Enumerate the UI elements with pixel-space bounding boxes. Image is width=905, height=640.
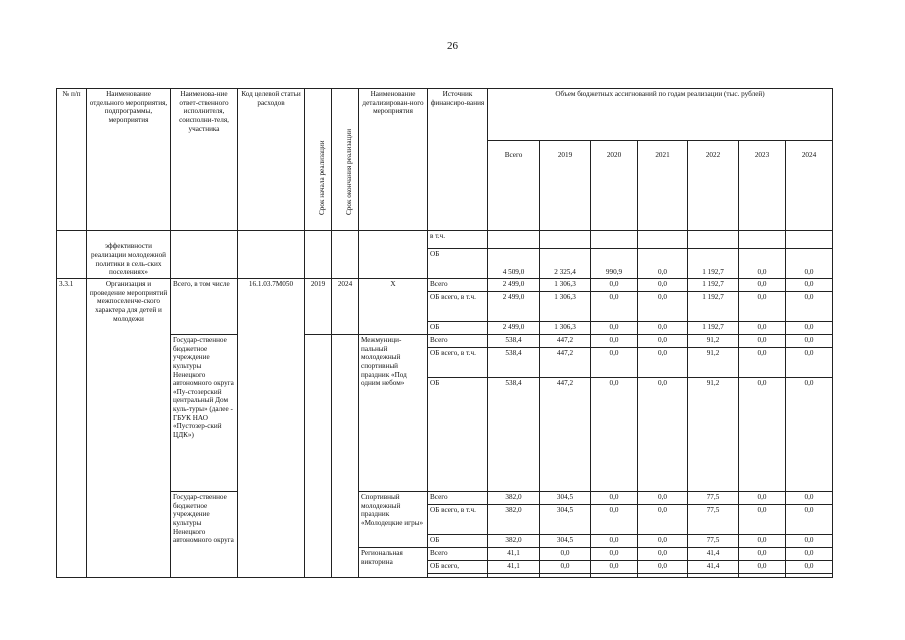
- item-executor-all: Всего, в том числе: [171, 279, 238, 335]
- value-cell: 447,2: [540, 335, 591, 348]
- header-num: № п/п: [57, 89, 87, 231]
- start-cell: [305, 335, 332, 578]
- value-cell: 0,0: [739, 505, 786, 535]
- value-cell: 0,0: [786, 492, 833, 505]
- value-cell: 0,0: [591, 535, 638, 548]
- cont-code-cell: [238, 231, 305, 279]
- header-start: Срок начала реализации: [305, 89, 332, 231]
- value-cell: 0,0: [739, 492, 786, 505]
- value-cell: 0,0: [638, 348, 688, 378]
- value-cell: 2 499,0: [488, 279, 540, 292]
- value-cell: 0,0: [591, 378, 638, 492]
- item-num: 3.3.1: [57, 279, 87, 578]
- executor-gbuk: Государ-ственное бюджетное учреждение культуры Ненецкого автономного округа «Пу-стозерский центральный Дом куль-туры» (далее - ГБУК НАО «Пустозер-ский ЦДК»): [171, 335, 238, 492]
- value-cell: 0,0: [591, 279, 638, 292]
- value-cell: 1 306,3: [540, 292, 591, 322]
- value-cell: 0,0: [786, 335, 833, 348]
- value-cell: 0,0: [786, 348, 833, 378]
- value-cell: 41,1: [488, 548, 540, 561]
- value-cell: 0,0: [739, 378, 786, 492]
- value-cell: 538,4: [488, 378, 540, 492]
- value-cell: 0,0: [591, 335, 638, 348]
- value-cell: 1 306,3: [540, 279, 591, 292]
- source-cell: ОБ всего, в т.ч.: [428, 505, 488, 535]
- value-cell: 304,5: [540, 492, 591, 505]
- header-year: 2020: [591, 141, 638, 231]
- value-cell: 1 192,7: [688, 279, 739, 292]
- value-cell: 77,5: [688, 505, 739, 535]
- item-code: 16.1.03.7М050: [238, 279, 305, 578]
- value-cell: 382,0: [488, 535, 540, 548]
- header-executor: Наименова-ние ответ-ственного исполнителя, соисполни-теля, участника: [171, 89, 238, 231]
- value-cell: 0,0: [786, 505, 833, 535]
- source-cell: Всего: [428, 335, 488, 348]
- event-name: Региональная викторина: [359, 548, 428, 578]
- value-cell: 304,5: [540, 505, 591, 535]
- source-cell: ОБ всего,: [428, 561, 488, 574]
- source-cell: Всего: [428, 492, 488, 505]
- value-cell: 0,0: [739, 548, 786, 561]
- value-cell: 91,2: [688, 335, 739, 348]
- source-cell: ОБ: [428, 322, 488, 335]
- value-cell: 0,0: [591, 548, 638, 561]
- cont-detail-cell: [359, 231, 428, 279]
- header-volume: Объем бюджетных ассигнований по годам реализации (тыс. рублей): [488, 89, 833, 141]
- value-cell: 91,2: [688, 348, 739, 378]
- value-cell: 0,0: [591, 505, 638, 535]
- value-cell: 382,0: [488, 505, 540, 535]
- value-cell: 0,0: [638, 378, 688, 492]
- value-cell: 0,0: [739, 322, 786, 335]
- value-cell: 0,0: [591, 322, 638, 335]
- value-cell: 0,0: [638, 279, 688, 292]
- header-year: 2021: [638, 141, 688, 231]
- item-event-text: Организация и проведение мероприятий межпоселенче-ского характера для детей и молодежи: [87, 279, 171, 578]
- value-cell: 0,0: [638, 535, 688, 548]
- value-cell: 382,0: [488, 492, 540, 505]
- header-source: Источник финансиро-вания: [428, 89, 488, 231]
- value-cell: 0,0: [786, 548, 833, 561]
- source-cell: в т.ч.: [428, 231, 488, 249]
- value-cell: 1 192,7: [688, 292, 739, 322]
- source-cell: Всего: [428, 279, 488, 292]
- cont-start-cell: [305, 231, 332, 279]
- value-cell: 0,0: [638, 335, 688, 348]
- value-cell: 77,5: [688, 492, 739, 505]
- source-cell: ОБ: [428, 535, 488, 548]
- value-cell: 0,0: [739, 249, 786, 279]
- source-cell: ОБ: [428, 378, 488, 492]
- end-cell: [332, 335, 359, 578]
- value-cell: 0,0: [786, 249, 833, 279]
- value-cell: 0,0: [540, 548, 591, 561]
- executor-gbuk-2: Государ-ственное бюджетное учреждение культуры Ненецкого автономного округа: [171, 492, 238, 578]
- header-year: Всего: [488, 141, 540, 231]
- value-cell: 447,2: [540, 378, 591, 492]
- event-name: Спортивный молодежный праздник «Молодецкие игры»: [359, 492, 428, 548]
- value-cell: 0,0: [638, 505, 688, 535]
- value-cell: 0,0: [786, 292, 833, 322]
- item-detail: Х: [359, 279, 428, 335]
- value-cell: 41,4: [688, 561, 739, 574]
- value-cell: 0,0: [638, 561, 688, 574]
- source-cell: ОБ: [428, 249, 488, 279]
- value-cell: 4 509,0: [488, 249, 540, 279]
- value-cell: 1 306,3: [540, 322, 591, 335]
- value-cell: 0,0: [638, 249, 688, 279]
- value-cell: 538,4: [488, 335, 540, 348]
- value-cell: 2 325,4: [540, 249, 591, 279]
- header-year: 2022: [688, 141, 739, 231]
- value-cell: 0,0: [786, 561, 833, 574]
- value-cell: 0,0: [540, 561, 591, 574]
- header-detail: Наименование детализирован-ного мероприятия: [359, 89, 428, 231]
- page-number: 26: [447, 40, 458, 52]
- value-cell: 41,4: [688, 548, 739, 561]
- value-cell: 0,0: [786, 322, 833, 335]
- value-cell: 0,0: [739, 348, 786, 378]
- budget-table: [56, 88, 833, 578]
- value-cell: 0,0: [739, 292, 786, 322]
- value-cell: 0,0: [591, 492, 638, 505]
- item-start: 2019: [305, 279, 332, 335]
- cont-event-text: эффективности реализации молодежной политики в сель-ских поселениях»: [87, 231, 171, 279]
- value-cell: 0,0: [591, 348, 638, 378]
- value-cell: 77,5: [688, 535, 739, 548]
- value-cell: 2 499,0: [488, 322, 540, 335]
- value-cell: 91,2: [688, 378, 739, 492]
- value-cell: 0,0: [786, 535, 833, 548]
- item-end: 2024: [332, 279, 359, 335]
- header-code: Код целевой статьи расходов: [238, 89, 305, 231]
- header-event: Наименование отдельного мероприятия, подпрограммы, мероприятия: [87, 89, 171, 231]
- source-cell: Всего: [428, 548, 488, 561]
- value-cell: 447,2: [540, 348, 591, 378]
- value-cell: 0,0: [638, 322, 688, 335]
- header-year: 2019: [540, 141, 591, 231]
- header-year: 2023: [739, 141, 786, 231]
- cont-end-cell: [332, 231, 359, 279]
- value-cell: 0,0: [638, 548, 688, 561]
- value-cell: 1 192,7: [688, 322, 739, 335]
- value-cell: 0,0: [739, 561, 786, 574]
- value-cell: 0,0: [739, 535, 786, 548]
- value-cell: 0,0: [739, 335, 786, 348]
- value-cell: 304,5: [540, 535, 591, 548]
- value-cell: 0,0: [591, 561, 638, 574]
- header-end: Срок окончания реализации: [332, 89, 359, 231]
- source-cell: ОБ всего, в т.ч.: [428, 292, 488, 322]
- cont-executor-cell: [171, 231, 238, 279]
- value-cell: 2 499,0: [488, 292, 540, 322]
- value-cell: 0,0: [786, 279, 833, 292]
- value-cell: 0,0: [638, 292, 688, 322]
- value-cell: 0,0: [739, 279, 786, 292]
- header-year: 2024: [786, 141, 833, 231]
- value-cell: 0,0: [638, 492, 688, 505]
- source-cell: ОБ всего, в т.ч.: [428, 348, 488, 378]
- value-cell: 990,9: [591, 249, 638, 279]
- value-cell: 1 192,7: [688, 249, 739, 279]
- value-cell: 0,0: [591, 292, 638, 322]
- value-cell: 0,0: [786, 378, 833, 492]
- cont-num-cell: [57, 231, 87, 279]
- value-cell: 41,1: [488, 561, 540, 574]
- event-name: Межмуници-пальный молодежный спортивный праздник «Под одним небом»: [359, 335, 428, 492]
- value-cell: 538,4: [488, 348, 540, 378]
